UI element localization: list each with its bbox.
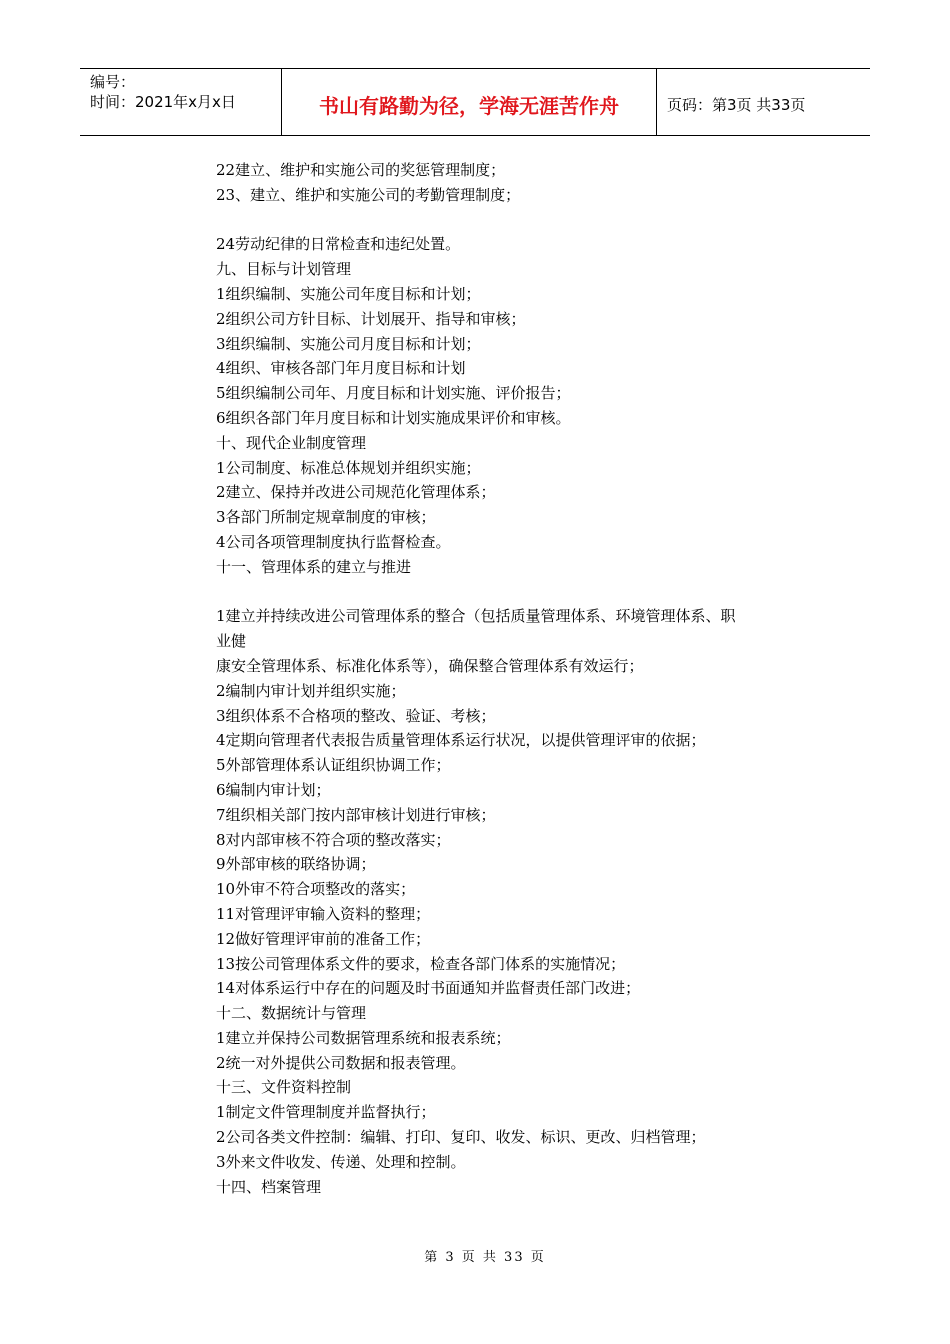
body-line: 十四、档案管理 bbox=[216, 1177, 322, 1196]
body-line: 十一、管理体系的建立与推进 bbox=[216, 557, 412, 576]
body-line: 康安全管理体系、标准化体系等），确保整合管理体系有效运行； bbox=[216, 656, 644, 675]
document-body bbox=[216, 158, 816, 1199]
body-line: 10外审不符合项整改的落实； bbox=[216, 880, 416, 899]
body-line: 3组织编制、实施公司月度目标和计划； bbox=[216, 334, 481, 353]
body-line: 1公司制度、标准总体规划并组织实施； bbox=[216, 458, 481, 477]
body-line: 24劳动纪律的日常检查和违纪处置。 bbox=[216, 235, 461, 254]
body-line: 4定期向管理者代表报告质量管理体系运行状况，以提供管理评审的依据； bbox=[216, 731, 706, 750]
body-line: 2统一对外提供公司数据和报表管理。 bbox=[216, 1053, 466, 1072]
body-line: 2公司各类文件控制：编辑、打印、复印、收发、标识、更改、归档管理； bbox=[216, 1128, 706, 1147]
body-line: 九、目标与计划管理 bbox=[216, 260, 352, 279]
body-line: 12做好管理评审前的准备工作； bbox=[216, 929, 431, 948]
body-line: 2编制内审计划并组织实施； bbox=[216, 681, 406, 700]
blank-line bbox=[216, 580, 816, 605]
body-line: 22建立、维护和实施公司的奖惩管理制度； bbox=[216, 161, 506, 179]
body-line: 2组织公司方针目标、计划展开、指导和审核； bbox=[216, 309, 526, 328]
body-line: 6组织各部门年月度目标和计划实施成果评价和审核。 bbox=[216, 408, 571, 427]
blank-line bbox=[216, 208, 816, 233]
body-line: 业健 bbox=[216, 632, 247, 651]
body-line: 8对内部审核不符合项的整改落实； bbox=[216, 830, 451, 849]
body-line: 6编制内审计划； bbox=[216, 780, 331, 799]
body-line: 13按公司管理体系文件的要求，检查各部门体系的实施情况； bbox=[216, 954, 626, 973]
body-line: 2建立、保持并改进公司规范化管理体系； bbox=[216, 483, 496, 502]
body-line: 十二、数据统计与管理 bbox=[216, 1004, 367, 1023]
body-line: 1组织编制、实施公司年度目标和计划； bbox=[216, 284, 481, 303]
body-line: 11对管理评审输入资料的整理； bbox=[216, 904, 431, 923]
document-date: 时间：2021年x月x日 bbox=[90, 93, 236, 111]
page-header bbox=[80, 68, 870, 136]
header-meta bbox=[80, 69, 282, 135]
body-line: 5外部管理体系认证组织协调工作； bbox=[216, 756, 451, 775]
body-line: 3组织体系不合格项的整改、验证、考核； bbox=[216, 706, 496, 725]
header-motto: 书山有路勤为径，学海无涯苦作舟 bbox=[282, 69, 657, 135]
body-line: 3各部门所制定规章制度的审核； bbox=[216, 508, 436, 527]
body-line: 14对体系运行中存在的问题及时书面通知并监督责任部门改进； bbox=[216, 979, 641, 998]
body-line: 5组织编制公司年、月度目标和计划实施、评价报告； bbox=[216, 384, 571, 403]
body-line: 十三、文件资料控制 bbox=[216, 1078, 352, 1097]
page-footer: 第 3 页 共 33 页 bbox=[424, 1250, 546, 1265]
document-number-label: 编号： bbox=[90, 73, 136, 91]
body-line: 23、建立、维护和实施公司的考勤管理制度； bbox=[216, 185, 521, 204]
body-line: 4公司各项管理制度执行监督检查。 bbox=[216, 532, 451, 551]
header-page-info: 页码：第3页 共33页 bbox=[667, 95, 806, 114]
body-line: 3外来文件收发、传递、处理和控制。 bbox=[216, 1152, 466, 1171]
body-line: 1制定文件管理制度并监督执行； bbox=[216, 1103, 436, 1122]
body-line: 4组织、审核各部门年月度目标和计划 bbox=[216, 359, 466, 378]
body-line: 1建立并保持公司数据管理系统和报表系统； bbox=[216, 1028, 511, 1047]
body-line: 9外部审核的联络协调； bbox=[216, 855, 376, 874]
body-line: 1建立并持续改进公司管理体系的整合（包括质量管理体系、环境管理体系、职 bbox=[216, 607, 736, 626]
body-line: 7组织相关部门按内部审核计划进行审核； bbox=[216, 805, 496, 824]
body-line: 十、现代企业制度管理 bbox=[216, 433, 367, 452]
